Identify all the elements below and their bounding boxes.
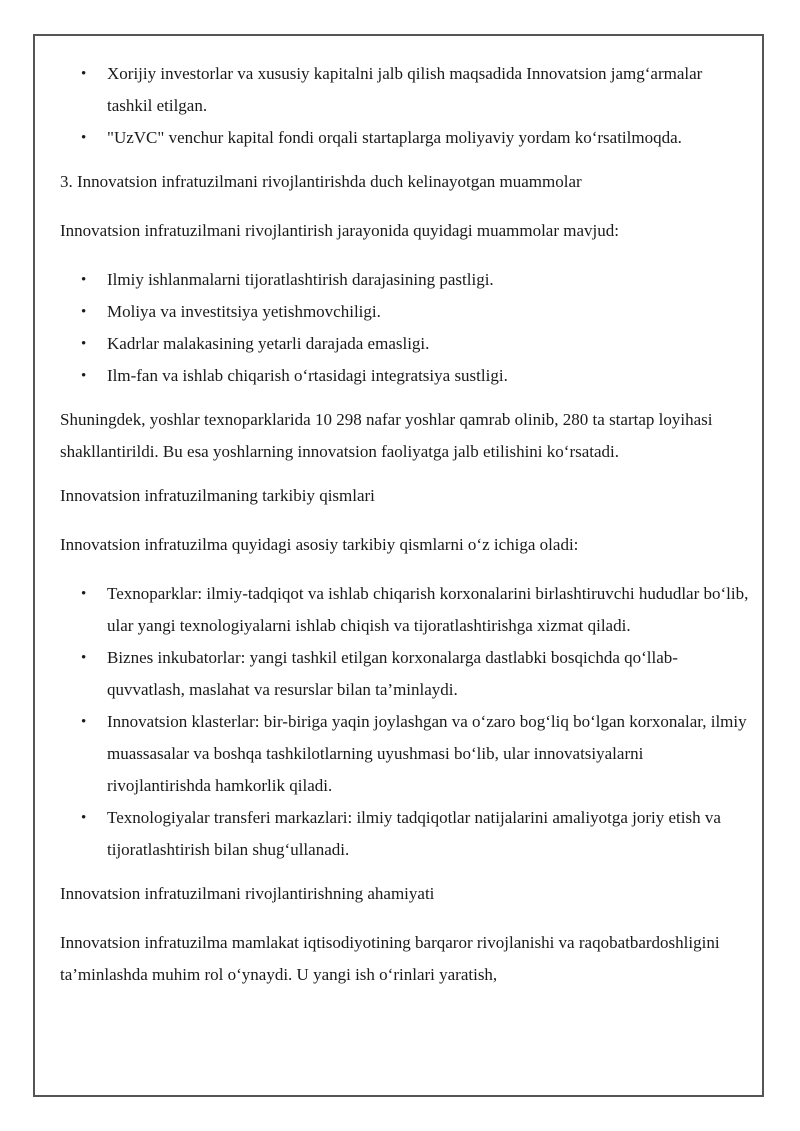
list-item: • Biznes inkubatorlar: yangi tashkil etilgan korxonalarga dastlabki bosqichda qo‘llab-quvvatlash, maslahat va resurslar bilan ta’minlaydi. — [60, 642, 750, 706]
section-heading-components: Innovatsion infratuzilmaning tarkibiy qismlari — [60, 486, 375, 505]
list-item: • Ilm-fan va ishlab chiqarish o‘rtasidagi integratsiya sustligi. — [60, 360, 750, 392]
list-item: • Innovatsion klasterlar: bir-biriga yaqin joylashgan va o‘zaro bog‘liq bo‘lgan korxonalar, ilmiy muassasalar va boshqa tashkilotlarning uyushmasi bo‘lib, ular innovatsiyalarni rivojlantirishda hamkorlik qiladi. — [60, 706, 750, 802]
paragraph-importance: Innovatsion infratuzilma mamlakat iqtisodiyotining barqaror rivojlanishi va raqobatbardoshligini ta’minlashda muhim rol o‘ynaydi. U yangi ish o‘rinlari yaratish, — [60, 933, 720, 984]
problems-list — [60, 264, 750, 392]
components-list — [60, 578, 750, 866]
list-item: • Ilmiy ishlanmalarni tijoratlashtirish darajasining pastligi. — [60, 264, 750, 296]
paragraph-youth: Shuningdek, yoshlar texnoparklarida 10 298 nafar yoshlar qamrab olinib, 280 ta startap loyihasi shakllantirildi. Bu esa yoshlarning innovatsion faoliyatga jalb etilishini ko‘rsatadi. — [60, 410, 713, 461]
section-heading-problems: 3. Innovatsion infratuzilmani rivojlantirishda duch kelinayotgan muammolar — [60, 172, 582, 191]
investment-list — [60, 58, 750, 154]
document-content — [60, 58, 750, 991]
document-page — [33, 34, 764, 1097]
list-item: • Texnologiyalar transferi markazlari: ilmiy tadqiqotlar natijalarini amaliyotga joriy etish va tijoratlashtirish bilan shug‘ullanadi. — [60, 802, 750, 866]
paragraph-problems-intro: Innovatsion infratuzilmani rivojlantirish jarayonida quyidagi muammolar mavjud: — [60, 221, 619, 240]
list-item: • Xorijiy investorlar va xususiy kapitalni jalb qilish maqsadida Innovatsion jamg‘armalar tashkil etilgan. — [60, 58, 750, 122]
list-item: • Texnoparklar: ilmiy-tadqiqot va ishlab chiqarish korxonalarini birlashtiruvchi hududlar bo‘lib, ular yangi texnologiyalarni ishlab chiqish va tijoratlashtirishga xizmat qiladi. — [60, 578, 750, 642]
paragraph-components-intro: Innovatsion infratuzilma quyidagi asosiy tarkibiy qismlarni o‘z ichiga oladi: — [60, 535, 579, 554]
list-item: • "UzVC" venchur kapital fondi orqali startaplarga moliyaviy yordam ko‘rsatilmoqda. — [60, 122, 750, 154]
section-heading-importance: Innovatsion infratuzilmani rivojlantirishning ahamiyati — [60, 884, 435, 903]
list-item: • Kadrlar malakasining yetarli darajada emasligi. — [60, 328, 750, 360]
list-item: • Moliya va investitsiya yetishmovchiligi. — [60, 296, 750, 328]
